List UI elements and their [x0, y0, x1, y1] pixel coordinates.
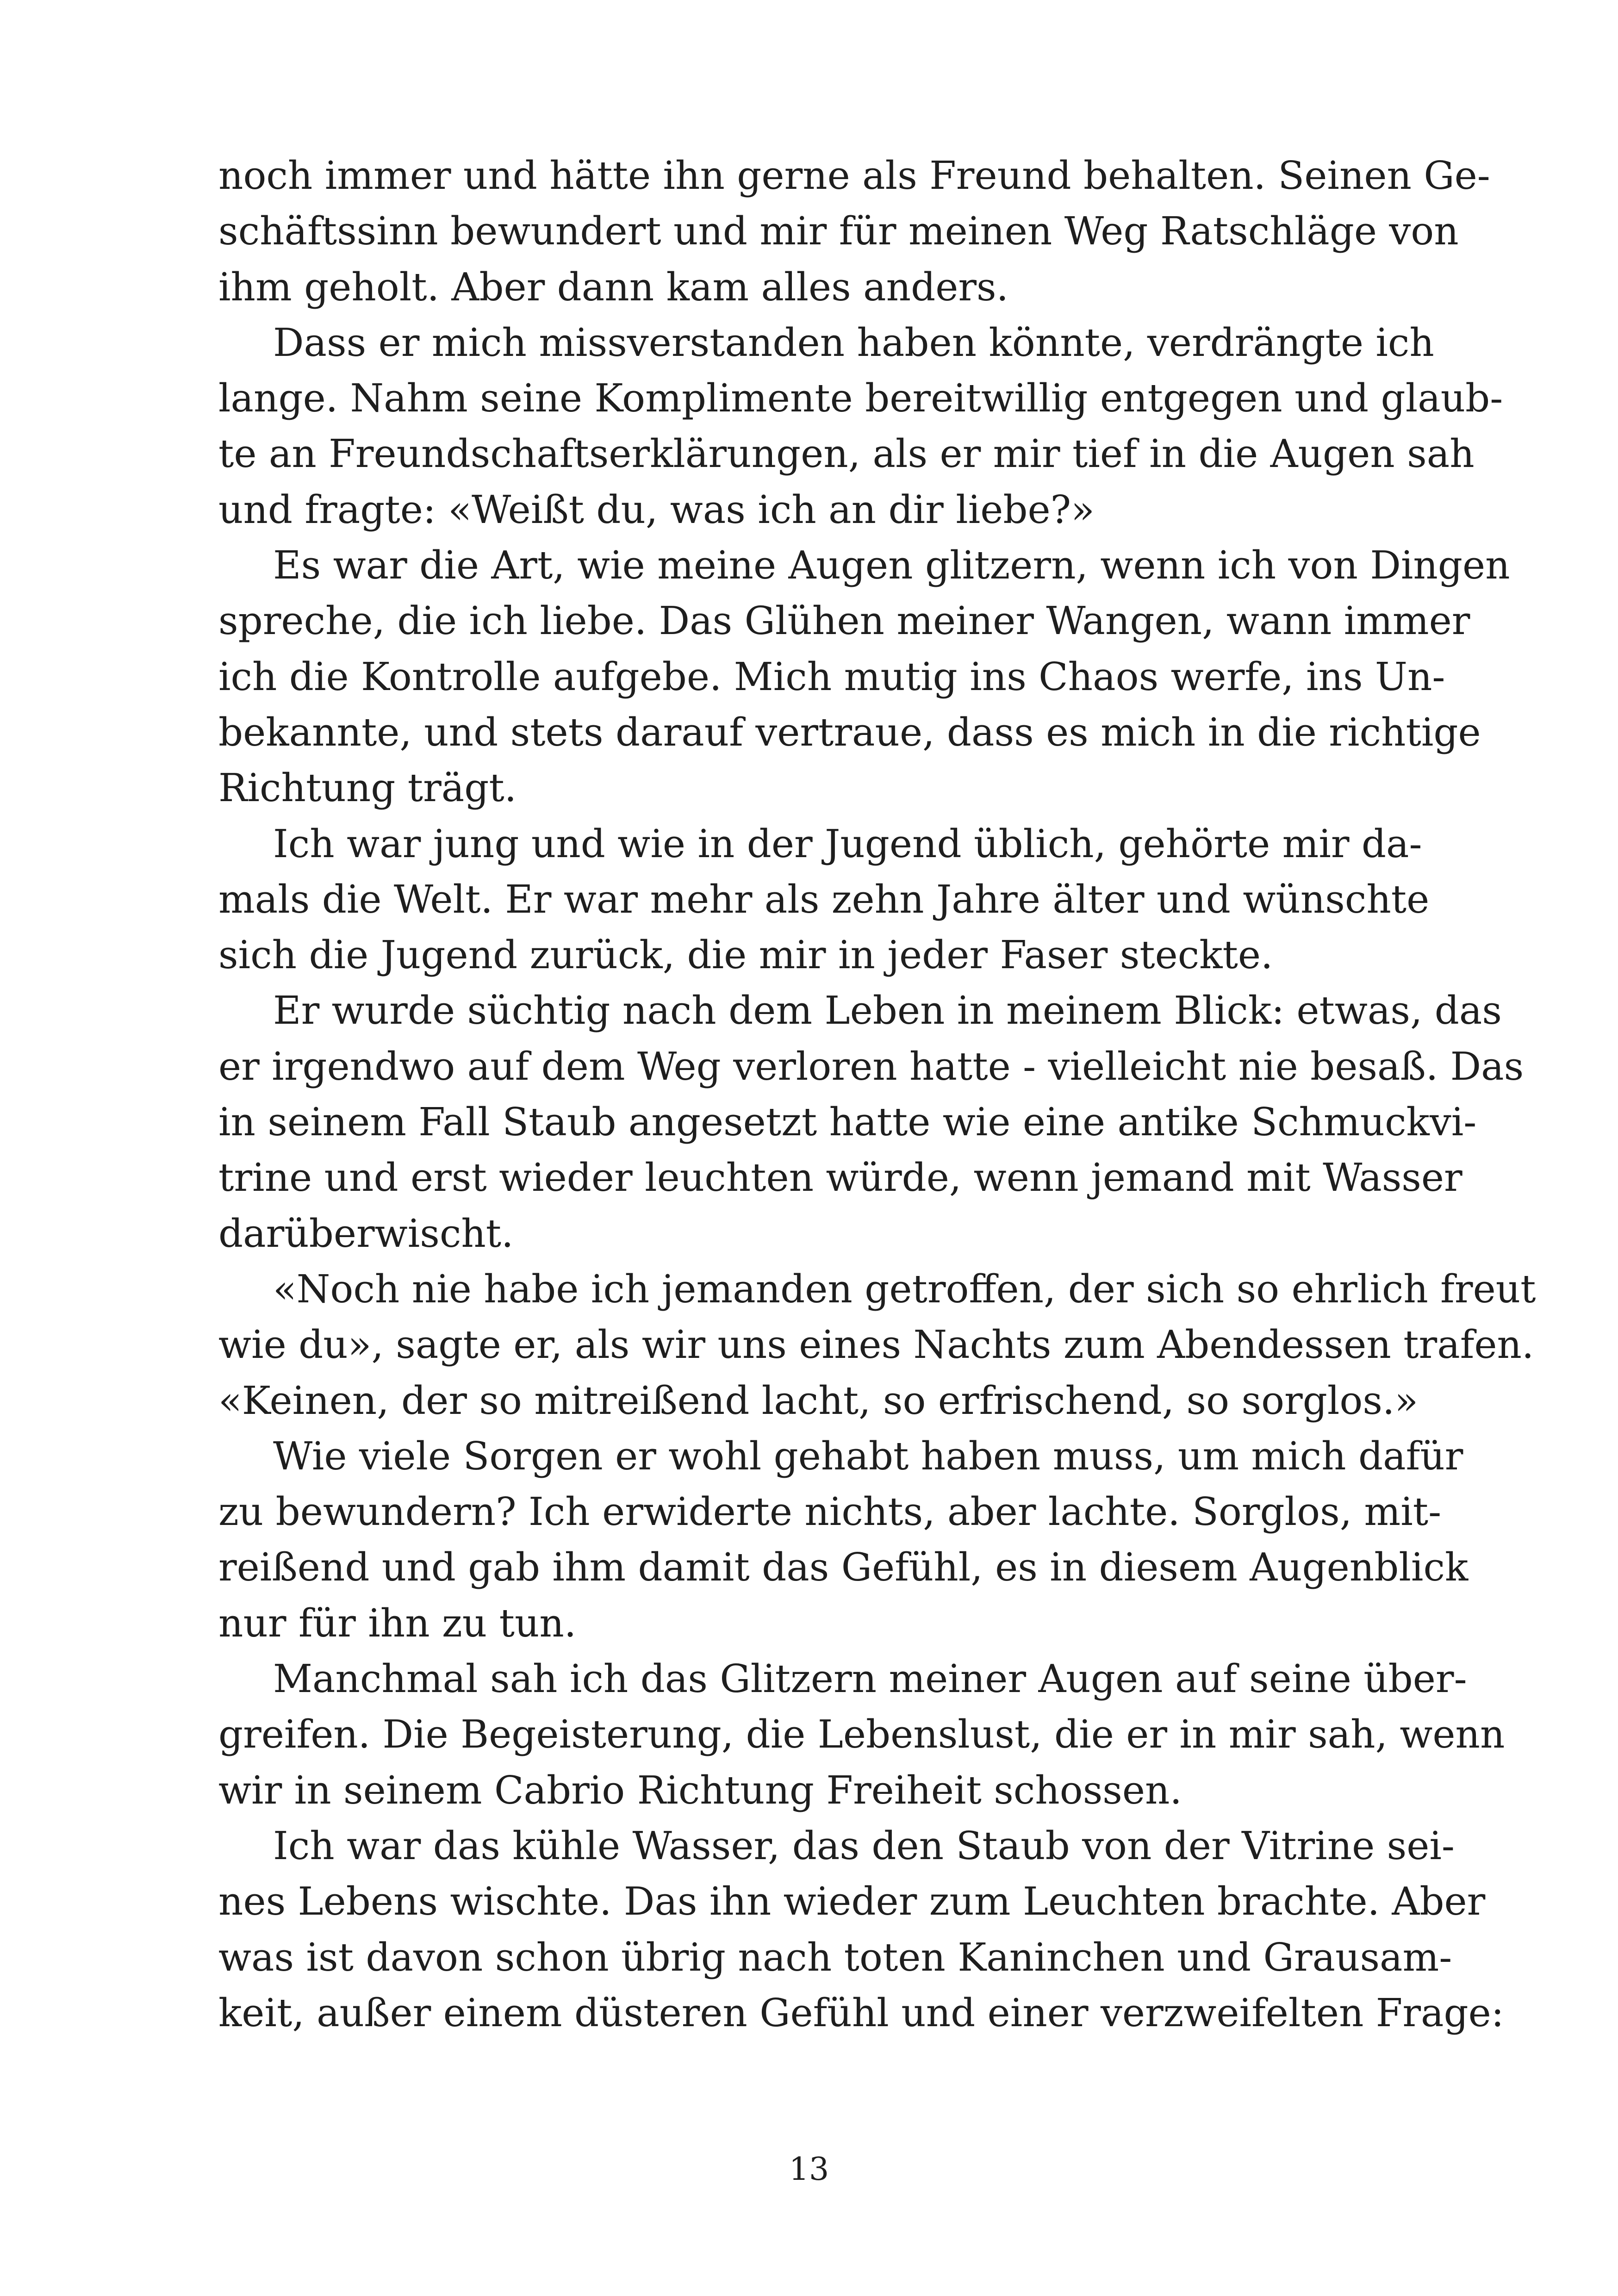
- text-line: er irgendwo auf dem Weg verloren hatte - vielleicht nie besaß. Das: [218, 1044, 1524, 1089]
- text-line: «Keinen, der so mitreißend lacht, so erfrischend, so sorglos.»: [218, 1378, 1419, 1423]
- text-line: Er wurde süchtig nach dem Leben in meinem Blick: etwas, das: [273, 988, 1502, 1033]
- text-line: spreche, die ich liebe. Das Glühen meiner Wangen, wann immer: [218, 598, 1470, 644]
- text-line: sich die Jugend zurück, die mir in jeder Faser steckte.: [218, 933, 1273, 978]
- page-number: 13: [789, 2151, 829, 2188]
- text-line: ich die Kontrolle aufgebe. Mich mutig ins Chaos werfe, ins Un-: [218, 654, 1445, 699]
- paragraph: [218, 315, 1503, 538]
- book-page-text: [218, 148, 1536, 2041]
- paragraph: [218, 1818, 1504, 2041]
- text-line: greifen. Die Begeisterung, die Lebenslust, die er in mir sah, wenn: [218, 1712, 1505, 1757]
- text-line: schäftssinn bewundert und mir für meinen Weg Ratschläge von: [218, 209, 1459, 254]
- text-line: Manchmal sah ich das Glitzern meiner Augen auf seine über-: [273, 1656, 1467, 1702]
- text-line: und fragte: «Weißt du, was ich an dir liebe?»: [218, 487, 1095, 532]
- paragraph: [218, 1651, 1505, 1818]
- text-line: Wie viele Sorgen er wohl gehabt haben muss, um mich dafür: [273, 1433, 1463, 1479]
- text-line: was ist davon schon übrig nach toten Kaninchen und Grausam-: [218, 1935, 1452, 1980]
- text-line: Ich war jung und wie in der Jugend üblich, gehörte mir da-: [273, 821, 1422, 866]
- text-line: Ich war das kühle Wasser, das den Staub von der Vitrine sei-: [273, 1823, 1455, 1868]
- text-line: reißend und gab ihm damit das Gefühl, es in diesem Augenblick: [218, 1545, 1469, 1590]
- text-line: zu bewundern? Ich erwiderte nichts, aber lachte. Sorglos, mit-: [218, 1489, 1442, 1535]
- text-line: keit, außer einem düsteren Gefühl und einer verzweifelten Frage:: [218, 1990, 1504, 2035]
- text-line: darüberwischt.: [218, 1211, 514, 1256]
- text-line: Dass er mich missverstanden haben könnte, verdrängte ich: [273, 320, 1434, 365]
- text-line: wir in seinem Cabrio Richtung Freiheit schossen.: [218, 1767, 1182, 1813]
- text-line: mals die Welt. Er war mehr als zehn Jahre älter und wünschte: [218, 877, 1430, 922]
- paragraph: [218, 983, 1524, 1261]
- text-line: bekannte, und stets darauf vertraue, dass es mich in die richtige: [218, 709, 1481, 755]
- text-line: wie du», sagte er, als wir uns eines Nachts zum Abendessen trafen.: [218, 1322, 1534, 1368]
- text-line: Richtung trägt.: [218, 765, 517, 811]
- paragraph: [218, 1429, 1469, 1651]
- paragraph: [218, 816, 1430, 983]
- text-line: «Noch nie habe ich jemanden getroffen, der sich so ehrlich freut: [273, 1266, 1536, 1312]
- text-line: te an Freundschaftserklärungen, als er mir tief in die Augen sah: [218, 431, 1475, 477]
- paragraph: [218, 538, 1510, 816]
- text-line: Es war die Art, wie meine Augen glitzern, wenn ich von Dingen: [273, 543, 1510, 588]
- paragraph: [218, 1262, 1536, 1429]
- text-line: nes Lebens wischte. Das ihn wieder zum Leuchten brachte. Aber: [218, 1879, 1486, 1924]
- text-line: in seinem Fall Staub angesetzt hatte wie eine antike Schmuckvi-: [218, 1100, 1477, 1145]
- paragraph: [218, 148, 1490, 315]
- text-line: trine und erst wieder leuchten würde, wenn jemand mit Wasser: [218, 1155, 1462, 1201]
- text-line: nur für ihn zu tun.: [218, 1600, 577, 1646]
- text-line: lange. Nahm seine Komplimente bereitwillig entgegen und glaub-: [218, 376, 1503, 421]
- text-line: noch immer und hätte ihn gerne als Freund behalten. Seinen Ge-: [218, 153, 1490, 198]
- text-line: ihm geholt. Aber dann kam alles anders.: [218, 264, 1008, 310]
